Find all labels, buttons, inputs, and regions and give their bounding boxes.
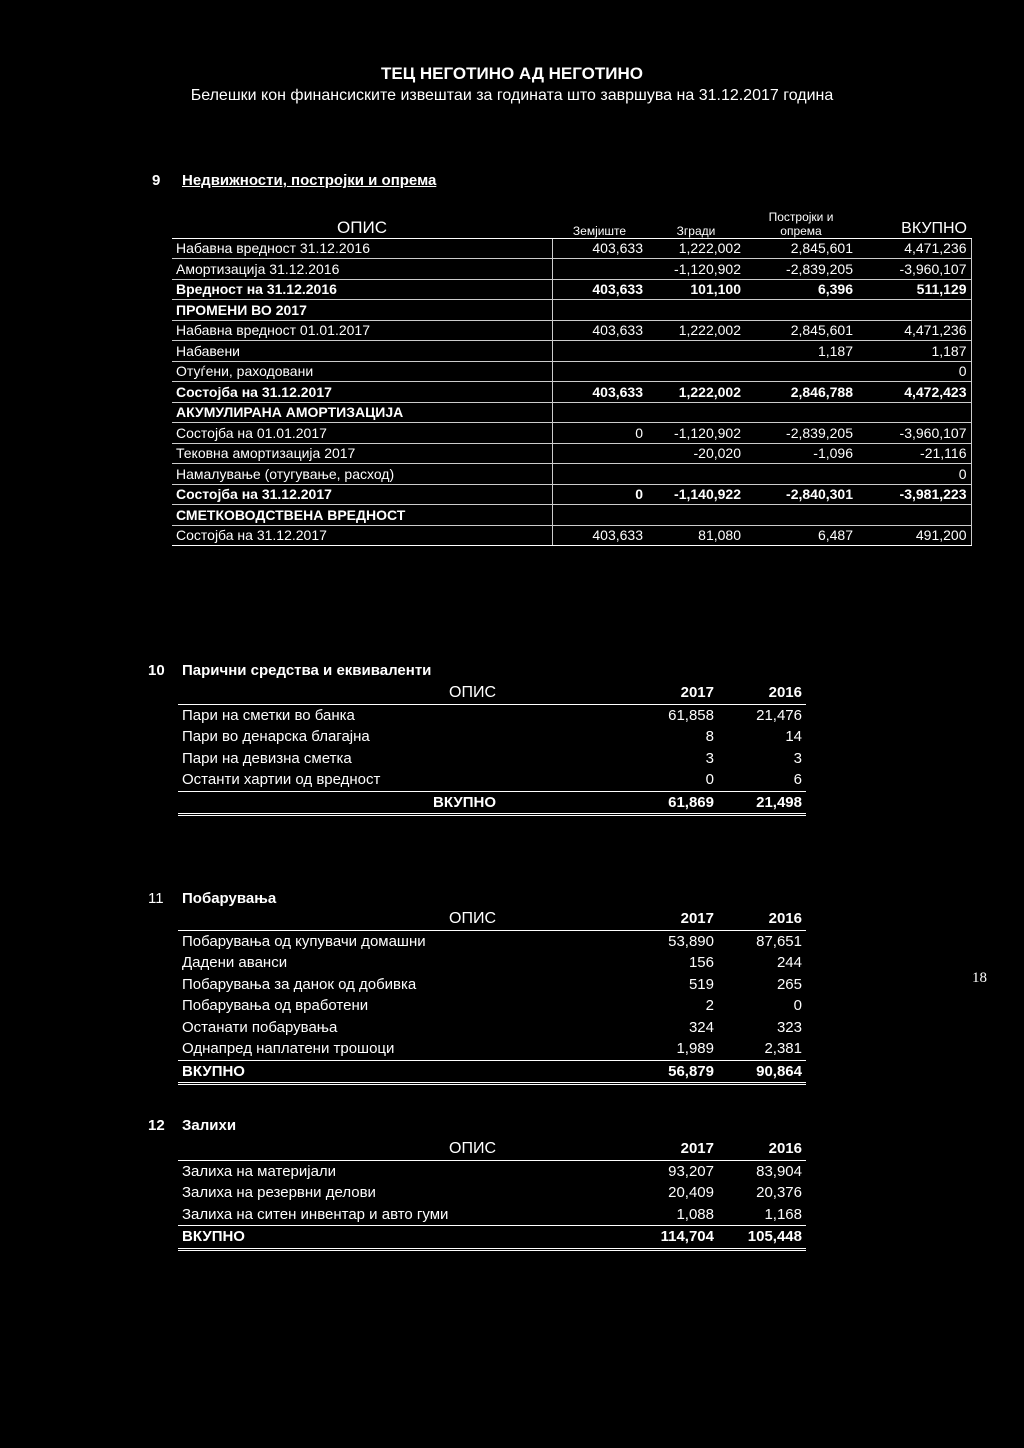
table-row: [172, 464, 971, 485]
cell-value: -1,120,902: [647, 259, 745, 280]
cell-value: 1,187: [745, 341, 857, 362]
table-row: [172, 259, 971, 280]
cell-value: [745, 505, 857, 526]
cell-value: 87,651: [756, 932, 802, 950]
cell-value: 101,100: [647, 279, 745, 300]
cell-value: [552, 300, 647, 321]
section-12-title: Залихи: [182, 1117, 237, 1134]
row-label: Намалување (отугување, расход): [172, 464, 552, 485]
cell-value: 403,633: [552, 382, 647, 403]
table-row: [172, 279, 971, 300]
row-label: Набавна вредност 01.01.2017: [172, 320, 552, 341]
cell-value: 20,409: [668, 1184, 714, 1202]
cell-value: [552, 505, 647, 526]
table-row: [172, 300, 971, 321]
cell-value: [647, 341, 745, 362]
table-row: [178, 995, 806, 1017]
cell-value: -2,839,205: [745, 259, 857, 280]
cell-value: 1,088: [636, 1204, 718, 1226]
total-value: 61,869: [636, 791, 718, 815]
row-label: Состојба на 31.12.2017: [172, 525, 552, 546]
cell-value: [857, 402, 971, 423]
cell-value: [857, 300, 971, 321]
cell-value: 20,376: [756, 1184, 802, 1202]
row-label: Амортизација 31.12.2016: [172, 259, 552, 280]
cell-value: 53,890: [668, 932, 714, 950]
row-label: Пари на сметки во банка: [182, 706, 355, 724]
row-label: Однапред наплатени трошоци: [178, 1038, 636, 1060]
table-row: [178, 726, 806, 748]
header-opis: ОПИС: [178, 908, 636, 930]
row-label: Побарувања од купувачи домашни: [182, 932, 426, 950]
table-row: [178, 769, 806, 791]
table-row: [178, 1017, 806, 1039]
cell-value: 323: [776, 1018, 802, 1036]
cell-value: 1,168: [718, 1204, 806, 1226]
total-value: 90,864: [718, 1060, 806, 1084]
cell-value: -3,981,223: [857, 484, 971, 505]
table-row: [172, 382, 971, 403]
total-row: [178, 791, 806, 815]
row-label: Останти хартии од вредност: [178, 769, 636, 791]
section-10-title: Парични средства и еквиваленти: [182, 662, 432, 679]
total-label: ВКУПНО: [178, 1060, 636, 1084]
cell-value: -3,960,107: [857, 259, 971, 280]
total-row: [178, 1060, 806, 1084]
header-year: 2016: [718, 1138, 806, 1160]
cell-value: 1,187: [857, 341, 971, 362]
row-label: Тековна амортизација 2017: [172, 443, 552, 464]
total-row: [178, 1226, 806, 1250]
cell-value: 244: [776, 954, 802, 972]
header-land: Земјиште: [552, 196, 647, 238]
cell-value: 0: [552, 484, 647, 505]
inventory-table: [178, 1138, 806, 1251]
cell-value: [857, 505, 971, 526]
cell-value: -1,140,922: [647, 484, 745, 505]
table-row: [178, 1204, 806, 1226]
cell-value: 156: [688, 954, 714, 972]
cell-value: [647, 505, 745, 526]
header-total: ВКУПНО: [857, 196, 971, 238]
table-row: [178, 1182, 806, 1204]
header-opis: ОПИС: [178, 682, 636, 704]
table-row: [178, 1038, 806, 1060]
cell-value: [745, 300, 857, 321]
cell-value: 403,633: [552, 279, 647, 300]
document-title: ТЕЦ НЕГОТИНО АД НЕГОТИНО: [380, 64, 644, 83]
cell-value: 1,222,002: [647, 238, 745, 259]
row-label: Пари на девизна сметка: [182, 749, 352, 767]
cell-value: [745, 464, 857, 485]
cell-value: 324: [688, 1018, 714, 1036]
row-label: Останати побарувања: [182, 1018, 338, 1036]
header-year: 2016: [718, 908, 806, 930]
cell-value: [745, 361, 857, 382]
cell-value: 403,633: [552, 320, 647, 341]
table-row: [172, 341, 971, 362]
table-row: [172, 402, 971, 423]
total-value: 114,704: [636, 1226, 718, 1250]
cell-value: 2,846,788: [745, 382, 857, 403]
cell-value: 1,222,002: [647, 382, 745, 403]
cell-value: 0: [857, 361, 971, 382]
cell-value: 1,222,002: [647, 320, 745, 341]
header-buildings: Згради: [647, 196, 745, 238]
cell-value: 2,381: [718, 1038, 806, 1060]
header-year: 2017: [636, 682, 718, 704]
row-label: Отуѓени, раходовани: [172, 361, 552, 382]
cell-value: -3,960,107: [857, 423, 971, 444]
row-label: Побарувања за данок од добивка: [182, 975, 417, 993]
row-label: Вредност на 31.12.2016: [172, 279, 552, 300]
table-row: [178, 748, 806, 770]
section-11-number: 11: [148, 890, 164, 907]
table-row: [172, 238, 971, 259]
cell-value: 2,845,601: [745, 238, 857, 259]
table-row: [172, 320, 971, 341]
cell-value: 3: [793, 749, 802, 767]
cell-value: [647, 300, 745, 321]
cell-value: [745, 402, 857, 423]
table-row: [178, 952, 806, 974]
total-label: ВКУПНО: [178, 791, 636, 815]
cell-value: 14: [785, 728, 802, 746]
table-row: [172, 525, 971, 546]
page-number: 18: [972, 970, 987, 986]
cell-value: [552, 259, 647, 280]
cell-value: 403,633: [552, 525, 647, 546]
cell-value: 0: [857, 464, 971, 485]
cell-value: 491,200: [857, 525, 971, 546]
header-equipment: Постројки и опрема: [745, 196, 857, 238]
cell-value: 4,472,423: [857, 382, 971, 403]
cell-value: 21,476: [756, 706, 802, 724]
row-label: Набавени: [172, 341, 552, 362]
document-subtitle: Белешки кон финансиските извештаи за годината што завршува на 31.12.2017 година: [190, 87, 834, 104]
cell-value: 519: [688, 975, 714, 993]
total-value: 56,879: [636, 1060, 718, 1084]
header-opis: ОПИС: [172, 196, 552, 238]
row-label: Набавна вредност 31.12.2016: [172, 238, 552, 259]
header-year: 2016: [718, 682, 806, 704]
cell-value: [552, 361, 647, 382]
cell-value: 6: [718, 769, 806, 791]
row-label: Пари во денарска благајна: [182, 728, 370, 746]
row-label: Побарувања од вработени: [182, 997, 369, 1015]
row-label: СМЕТКОВОДСТВЕНА ВРЕДНОСТ: [172, 505, 552, 526]
header-opis: ОПИС: [178, 1138, 636, 1160]
cell-value: 511,129: [857, 279, 971, 300]
cell-value: -1,096: [745, 443, 857, 464]
cell-value: [552, 443, 647, 464]
table-row: [178, 930, 806, 952]
cell-value: 6,396: [745, 279, 857, 300]
row-label: Залиха на ситен инвентар и авто гуми: [178, 1204, 636, 1226]
cell-value: 403,633: [552, 238, 647, 259]
header-year: 2017: [636, 1138, 718, 1160]
table-row: [172, 361, 971, 382]
cell-value: [647, 464, 745, 485]
row-label: Залиха на резервни делови: [182, 1184, 376, 1202]
row-label: Состојба на 31.12.2017: [172, 484, 552, 505]
section-9-title: Недвижности, постројки и опрема: [182, 172, 437, 189]
cell-value: 8: [705, 728, 714, 746]
header-row: [178, 1138, 806, 1160]
cell-value: -2,840,301: [745, 484, 857, 505]
cell-value: 3: [705, 749, 714, 767]
cell-value: 4,471,236: [857, 238, 971, 259]
cell-value: 2,845,601: [745, 320, 857, 341]
total-label: ВКУПНО: [178, 1226, 636, 1250]
table-row: [172, 484, 971, 505]
cell-value: 81,080: [647, 525, 745, 546]
cell-value: 265: [776, 975, 802, 993]
fixed-assets-table: [172, 196, 971, 546]
cell-value: -21,116: [857, 443, 971, 464]
cell-value: 0: [552, 423, 647, 444]
cash-table: [178, 682, 806, 816]
cell-value: -2,839,205: [745, 423, 857, 444]
cell-value: -1,120,902: [647, 423, 745, 444]
table-row: [178, 1160, 806, 1182]
row-label: Состојба на 01.01.2017: [172, 423, 552, 444]
table-row: [178, 974, 806, 996]
total-value: 105,448: [718, 1226, 806, 1250]
cell-value: 83,904: [756, 1162, 802, 1180]
section-9-number: 9: [152, 172, 161, 189]
table-row: [172, 505, 971, 526]
header-year: 2017: [636, 908, 718, 930]
table-row: [178, 704, 806, 726]
row-label: ПРОМЕНИ ВО 2017: [172, 300, 552, 321]
cell-value: -20,020: [647, 443, 745, 464]
section-10-number: 10: [148, 662, 165, 679]
cell-value: [552, 341, 647, 362]
cell-value: 6,487: [745, 525, 857, 546]
total-value: 21,498: [718, 791, 806, 815]
header-row: [178, 908, 806, 930]
cell-value: [647, 402, 745, 423]
cell-value: [552, 402, 647, 423]
section-11-title: Побарувања: [182, 890, 277, 907]
row-label: АКУМУЛИРАНА АМОРТИЗАЦИЈА: [172, 402, 552, 423]
row-label: Залиха на материјали: [182, 1162, 337, 1180]
cell-value: [647, 361, 745, 382]
row-label: Дадени аванси: [182, 954, 288, 972]
section-12-number: 12: [148, 1117, 165, 1134]
cell-value: [552, 464, 647, 485]
cell-value: 4,471,236: [857, 320, 971, 341]
table-row: [172, 423, 971, 444]
cell-value: 0: [636, 769, 718, 791]
header-row: [178, 682, 806, 704]
row-label: Состојба на 31.12.2017: [172, 382, 552, 403]
cell-value: 2: [705, 997, 714, 1015]
receivables-table: [178, 908, 806, 1085]
cell-value: 1,989: [636, 1038, 718, 1060]
table-row: [172, 443, 971, 464]
cell-value: 0: [793, 997, 802, 1015]
cell-value: 61,858: [668, 706, 714, 724]
cell-value: 93,207: [668, 1162, 714, 1180]
